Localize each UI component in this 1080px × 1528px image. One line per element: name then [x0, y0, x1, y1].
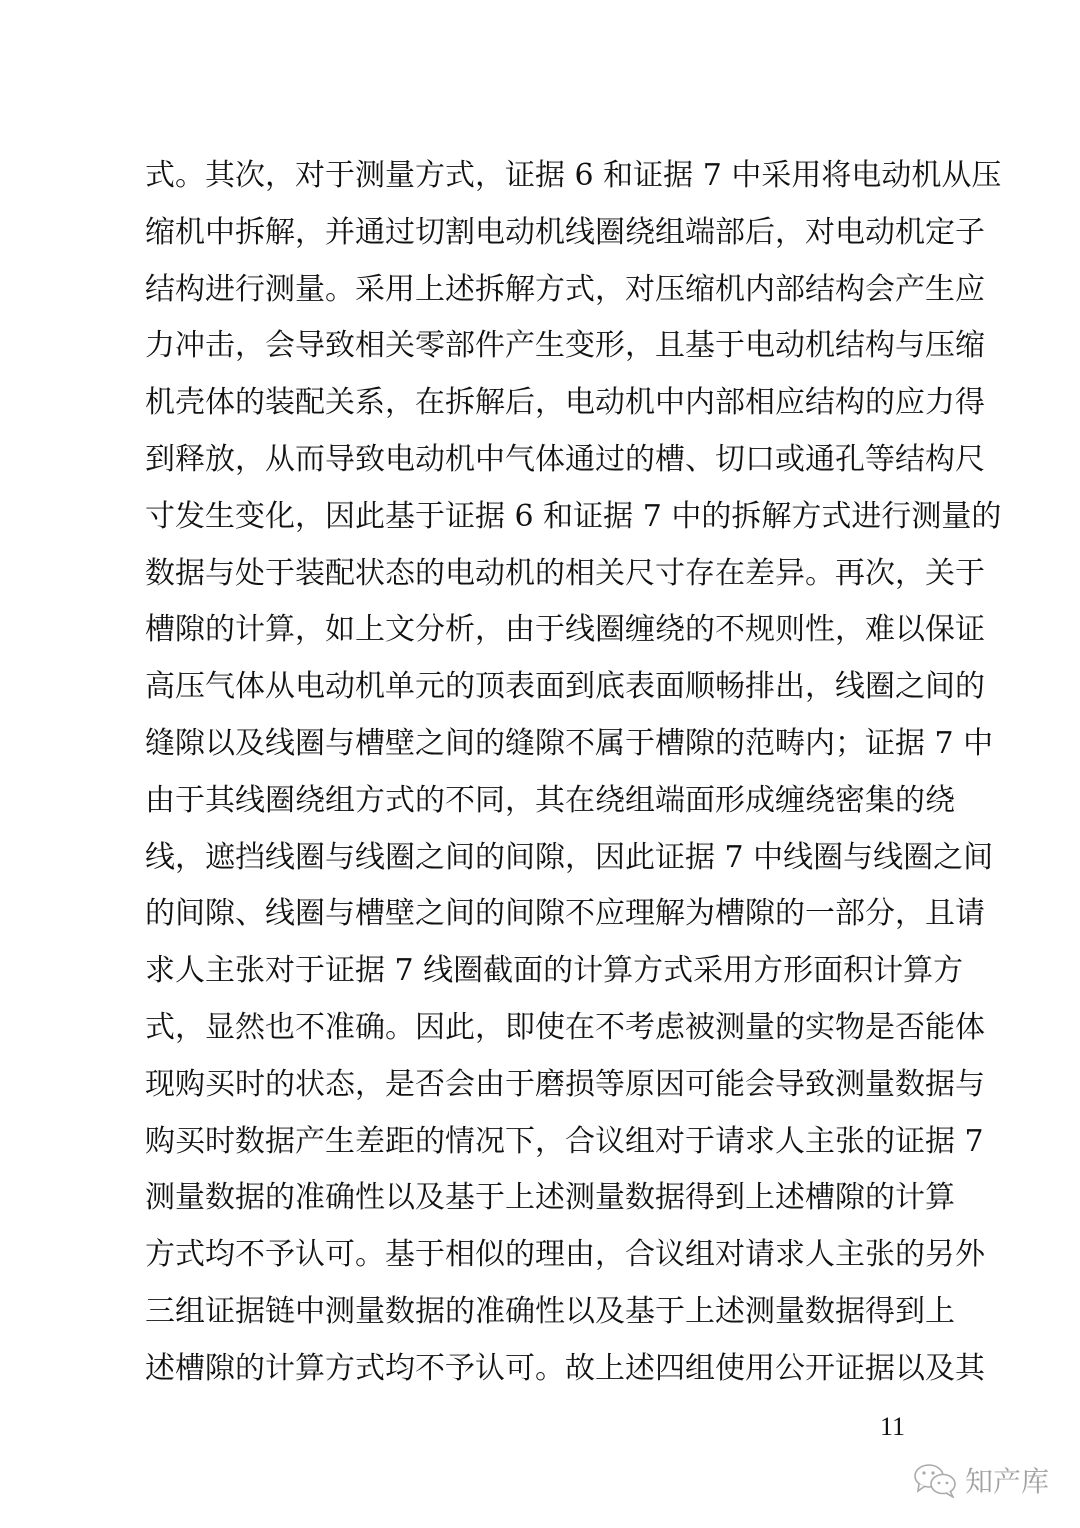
text-line: 力冲击，会导致相关零部件产生变形，且基于电动机结构与压缩 [145, 328, 985, 364]
text-line: 高压气体从电动机单元的顶表面到底表面顺畅排出，线圈之间的 [145, 669, 985, 705]
text-line: 的间隙、线圈与槽壁之间的间隙不应理解为槽隙的一部分，且请 [145, 896, 985, 932]
watermark [913, 1460, 1049, 1500]
text-line: 结构进行测量。采用上述拆解方式，对压缩机内部结构会产生应 [145, 271, 985, 307]
text-line: 机壳体的装配关系，在拆解后，电动机中内部相应结构的应力得 [145, 385, 985, 421]
text-line: 求人主张对于证据 7 线圈截面的计算方式采用方形面积计算方 [145, 953, 964, 989]
text-line: 购买时数据产生差距的情况下，合议组对于请求人主张的证据 7 [145, 1123, 984, 1159]
text-line: 由于其线圈绕组方式的不同，其在绕组端面形成缠绕密集的绕 [145, 782, 955, 818]
text-line: 到释放，从而导致电动机中气体通过的槽、切口或通孔等结构尺 [145, 441, 985, 477]
watermark-text: 知产库 [965, 1465, 1050, 1498]
text-line: 述槽隙的计算方式均不予认可。故上述四组使用公开证据以及其 [145, 1350, 985, 1386]
text-line: 寸发生变化，因此基于证据 6 和证据 7 中的拆解方式进行测量的 [145, 498, 1002, 534]
text-line: 三组证据链中测量数据的准确性以及基于上述测量数据得到上 [145, 1293, 955, 1329]
text-line: 槽隙的计算，如上文分析，由于线圈缠绕的不规则性，难以保证 [145, 612, 985, 648]
text-line: 缝隙以及线圈与槽壁之间的缝隙不属于槽隙的范畴内；证据 7 中 [145, 725, 994, 761]
text-line: 线，遮挡线圈与线圈之间的间隙，因此证据 7 中线圈与线圈之间 [145, 839, 994, 875]
text-line: 数据与处于装配状态的电动机的相关尺寸存在差异。再次，关于 [145, 555, 985, 591]
text-line: 缩机中拆解，并通过切割电动机线圈绕组端部后，对电动机定子 [145, 214, 985, 250]
text-line: 式。其次，对于测量方式，证据 6 和证据 7 中采用将电动机从压 [145, 158, 1002, 193]
page-number: 11 [880, 1412, 906, 1441]
wechat-icon [913, 1462, 959, 1498]
text-line: 方式均不予认可。基于相似的理由，合议组对请求人主张的另外 [145, 1237, 985, 1273]
body-text [145, 148, 1002, 1398]
text-line: 现购买时的状态，是否会由于磨损等原因可能会导致测量数据与 [145, 1066, 985, 1102]
text-line: 测量数据的准确性以及基于上述测量数据得到上述槽隙的计算 [145, 1180, 955, 1216]
text-line: 式，显然也不准确。因此，即使在不考虑被测量的实物是否能体 [145, 1009, 985, 1045]
